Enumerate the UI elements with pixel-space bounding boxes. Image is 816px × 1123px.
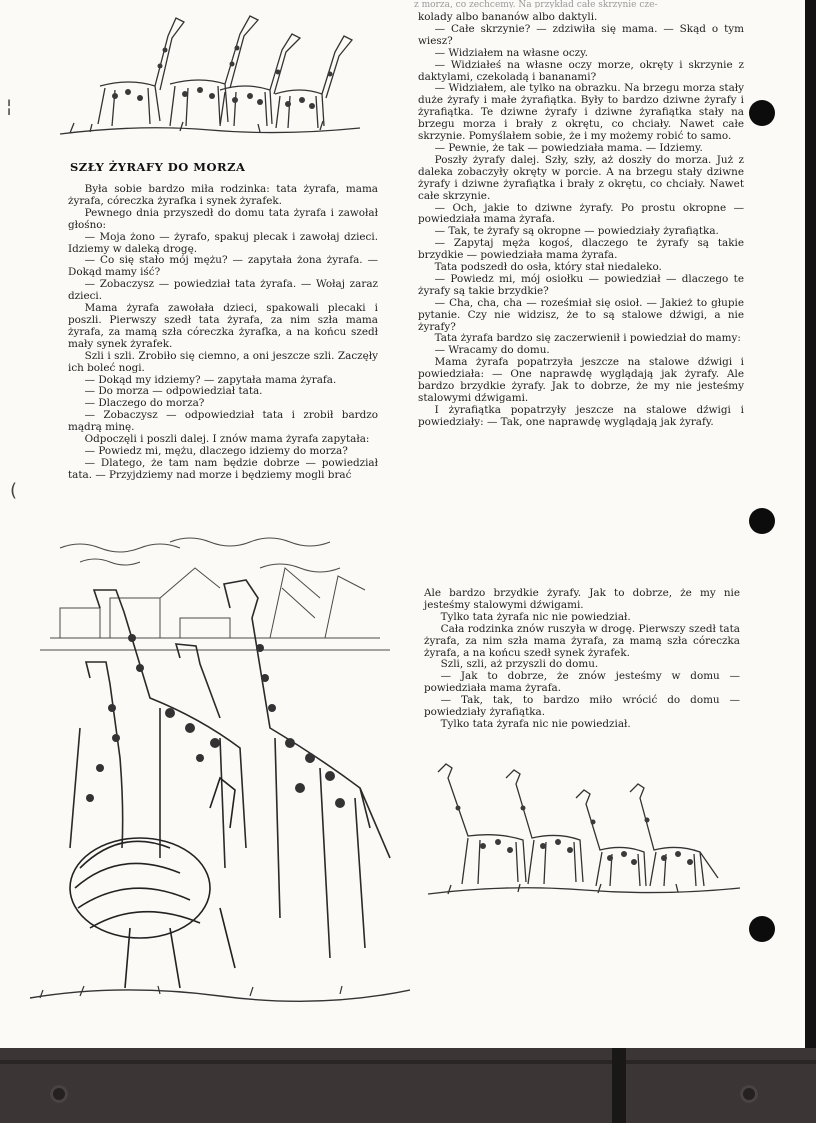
giraffe-family-walking-icon bbox=[60, 6, 360, 136]
paragraph: — Widziałeś na własne oczy morze, okręty i skrzynie z daktylami, czekoladą i bananami? bbox=[418, 58, 744, 83]
paragraph: — Co się stało mój mężu? — zapytała żona żyrafa. — Dokąd mamy iść? bbox=[68, 254, 378, 279]
giraffes-returning-illustration bbox=[428, 758, 740, 900]
binder-hole-middle bbox=[749, 508, 775, 534]
paragraph: — Zapytaj męża kogoś, dlaczego te żyrafy są takie brzydkie — powiedziała mama żyrafa. bbox=[418, 237, 744, 262]
paragraph: Cała rodzinka znów ruszyła w drogę. Pierwszy szedł tata żyrafa, za nim szła mama żyrafa, za mamą szła córeczka żyrafa, a na końcu szedł synek żyrafek. bbox=[424, 622, 740, 659]
paragraph: — Pewnie, że tak — powiedziała mama. — Idziemy. bbox=[434, 141, 703, 154]
paragraph: Szli, szli, aż przyszli do domu. bbox=[440, 658, 599, 671]
paragraph: Szli i szli. Zrobiło się ciemno, a oni jeszcze szli. Zaczęły ich boleć nogi. bbox=[68, 349, 378, 374]
margin-mark-middle: ( bbox=[10, 480, 18, 501]
column-3 bbox=[424, 588, 740, 731]
paragraph: — Jak to dobrze, że znów jesteśmy w domu — powiedziała mama żyrafa. bbox=[424, 670, 740, 695]
harbor-giraffes-illustration bbox=[20, 528, 410, 1010]
column-2 bbox=[418, 12, 744, 429]
paragraph: — Tak, te żyrafy są okropne — powiedziały żyrafiątka. bbox=[434, 225, 719, 238]
paragraph: Poszły żyrafy dalej. Szły, szły, aż doszły do morza. Już z daleka zobaczyły okręty w porcie. A na brzegu stały dziwne żyrafy i dziwne żyrafiątka i brały z okrętu, co chciały. Nawet całe skrzynie. bbox=[418, 153, 744, 202]
paragraph: — Zobaczysz — powiedział tata żyrafa. — Wołaj zaraz dzieci. bbox=[68, 278, 378, 303]
paragraph: — Wracamy do domu. bbox=[434, 344, 550, 357]
paragraph: Odpoczęli i poszli dalej. I znów mama żyrafa zapytała: bbox=[84, 433, 370, 446]
paragraph: Była sobie bardzo miła rodzinka: tata żyrafa, mama żyrafa, córeczka żyrafka i synek żyrafek. bbox=[68, 183, 378, 207]
paragraph: Tylko tata żyrafa nic nie powiedział. bbox=[440, 610, 631, 623]
paragraph: — Powiedz mi, mężu, dlaczego idziemy do morza? bbox=[84, 444, 348, 457]
paragraph: — Widziałem na własne oczy. bbox=[434, 46, 588, 59]
paragraph: — Do morza — odpowiedział tata. bbox=[84, 385, 263, 398]
giraffe-family-returning-icon bbox=[428, 758, 740, 900]
paragraph: — Cha, cha, cha — roześmiał się osioł. — Jakież to głupie pytanie. Czy nie widzisz, że to są stalowe dźwigi, a nie żyrafy? bbox=[418, 296, 744, 333]
paragraph: Pewnego dnia przyszedł do domu tata żyrafa i zawołał głośno: bbox=[68, 206, 378, 231]
paragraph: Tata żyrafa bardzo się zaczerwienił i powiedział do mamy: bbox=[434, 332, 741, 345]
scanner-tray-seam bbox=[612, 1048, 626, 1123]
paragraph: — Tak, tak, to bardzo miło wrócić do domu — powiedziały żyrafiątka. bbox=[424, 694, 740, 719]
paragraph: Tata podszedł do osła, który stał niedaleko. bbox=[434, 261, 662, 274]
scanner-tray-rim bbox=[0, 1060, 816, 1064]
giraffes-walking-illustration bbox=[60, 6, 360, 136]
page-edge-shadow bbox=[805, 0, 816, 1048]
paragraph: Mama żyrafa popatrzyła jeszcze na stalowe dźwigi i powiedziała: — One naprawdę wyglądają jak żyrafy. Ale bardzo brzydkie żyrafy. Jak to dobrze, że my nie jesteśmy stalowymi dźwigami. bbox=[418, 356, 744, 404]
paragraph: — Całe skrzynie? — zdziwiła się mama. — Skąd o tym wiesz? bbox=[418, 22, 744, 47]
scanner-screw-left bbox=[50, 1085, 68, 1103]
paragraph: — Moja żono — żyrafo, spakuj plecak i zawołaj dzieci. Idziemy w daleką drogę. bbox=[68, 230, 378, 255]
paragraph: Tylko tata żyrafa nic nie powiedział. bbox=[440, 717, 631, 730]
story-title: SZŁY ŻYRAFY DO MORZA bbox=[70, 160, 246, 174]
paragraph: kolady albo bananów albo daktyli. bbox=[418, 11, 598, 23]
paragraph: — Och, jakie to dziwne żyrafy. Po prostu okropne — powiedziała mama żyrafa. bbox=[418, 201, 744, 226]
paragraph: — Dlaczego do morza? bbox=[84, 397, 205, 410]
margin-mark-top: ¦ bbox=[6, 96, 13, 117]
paragraph: — Widziałem, ale tylko na obrazku. Na brzegu morza stały duże żyrafy i małe żyrafiątka. Były to bardzo dziwne żyrafy i żyrafiątka. Te dziwne żyrafy i dziwne żyrafiątka stały na brzegu morza i brały z okrętu, co chciały. Nawet całe skrzynie. Pomyślałem sobie, że i my możemy robić to samo. bbox=[418, 82, 744, 143]
binder-hole-bottom bbox=[749, 916, 775, 942]
binder-hole-top bbox=[749, 100, 775, 126]
paragraph: Ale bardzo brzydkie żyrafy. Jak to dobrze, że my nie jesteśmy stalowymi dźwigami. bbox=[424, 587, 740, 611]
paragraph: — Zobaczysz — odpowiedział tata i zrobił bardzo mądrą minę. bbox=[68, 409, 378, 434]
column-1 bbox=[68, 184, 378, 482]
giraffes-and-cranes-harbor-icon bbox=[20, 528, 410, 1010]
cut-off-line: z morza, co zechcemy. Na przykład całe skrzynie cze- bbox=[414, 0, 658, 8]
paragraph: — Dlatego, że tam nam będzie dobrze — powiedział tata. — Przyjdziemy nad morze i będziemy mogli brać bbox=[68, 456, 378, 481]
paragraph: — Dokąd my idziemy? — zapytała mama żyrafa. bbox=[84, 373, 337, 386]
paragraph: I żyrafiątka popatrzyły jeszcze na stalowe dźwigi i powiedziały: — Tak, one naprawdę wyglądają jak żyrafy. bbox=[418, 403, 744, 428]
scanner-screw-right bbox=[740, 1085, 758, 1103]
paragraph: Mama żyrafa zawołała dzieci, spakowali plecaki i poszli. Pierwszy szedł tata żyrafa, za nim szła mama żyrafa, za mamą szła córeczka żyrafka, a na końcu szedł mały synek żyrafek. bbox=[68, 302, 378, 350]
paragraph: — Powiedz mi, mój osiołku — powiedział — dlaczego te żyrafy są takie brzydkie? bbox=[418, 272, 744, 297]
